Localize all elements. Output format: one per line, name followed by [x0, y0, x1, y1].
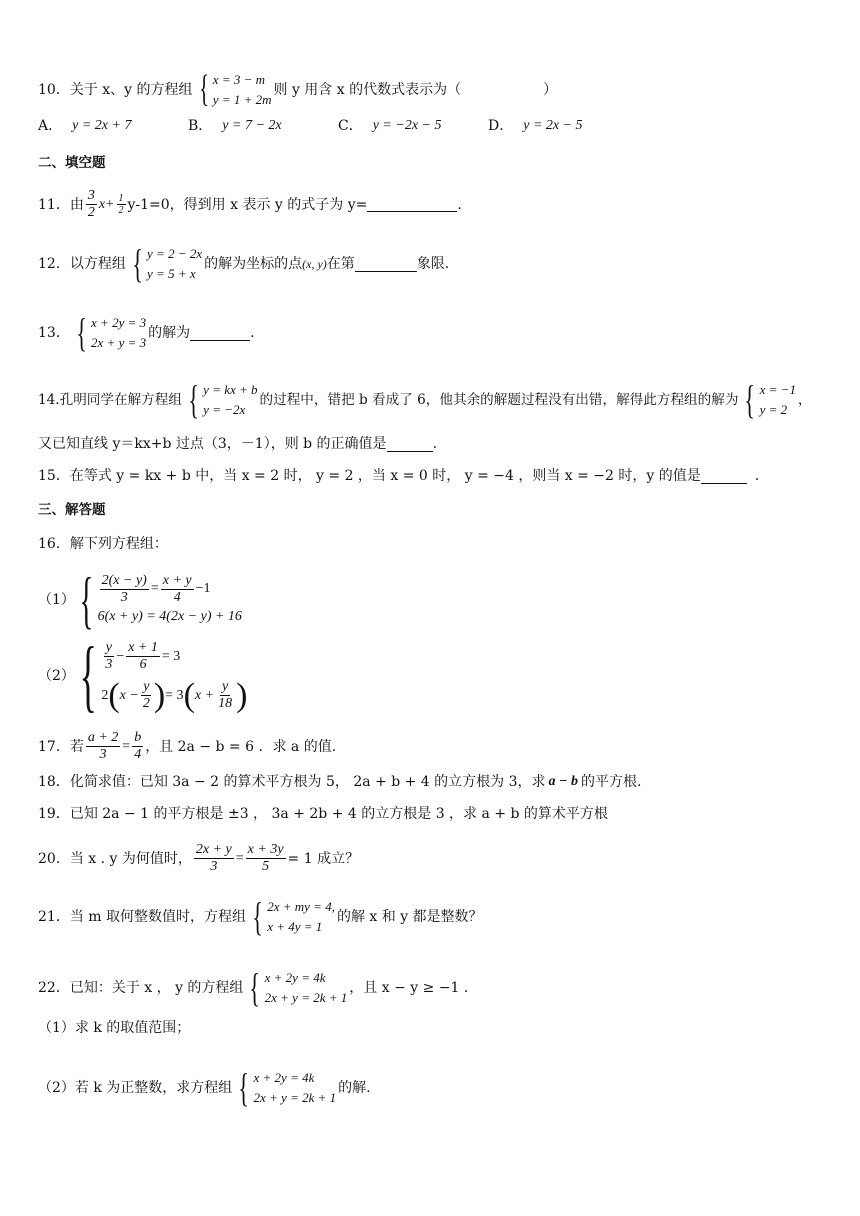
left-brace-icon: {: [198, 68, 209, 110]
option-c[interactable]: C． y = −2x − 5: [338, 118, 442, 134]
question-16-part-1: （1） { $\frac{2(x - y)}{3}$ = $\frac{x + y}{4}$ −1 6(x + y) = 4(2x − y) + 16: [38, 564, 242, 635]
question-14-line-2: 又已知直线 y＝kx+b 过点（3，－1），则 b 的正确值是 .: [38, 436, 438, 452]
equation-system: { x + 2y = 4k 2x + y = 2k + 1: [249, 965, 348, 1010]
left-brace-icon: {: [79, 564, 94, 635]
section-heading-fill-in: 二、填空题: [38, 155, 106, 171]
question-15: 15． 在等式 y = kx + b 中，当 x = 2 时， y = 2 ，当 x = 0 时， y = −4 ，则当 x = −2 时，y 的值是 .: [38, 468, 760, 484]
question-18: 18． 化简求值：已知 3a − 2 的算术平方根为 5， 2a + b + 4 的立方根为 3，求 a − b 的平方根.: [38, 774, 642, 790]
question-21: 21． 当 m 取何整数值时，方程组 { 2x + my = 4, x + 4y = 1 的解 x 和 y 都是整数？: [38, 894, 483, 939]
question-22-part-1: （1）求 k 的取值范围；: [38, 1020, 191, 1036]
question-13: 13． { x + 2y = 3 2x + y = 3 的解为 .: [38, 310, 255, 355]
section-heading-solve: 三、解答题: [38, 502, 106, 518]
equation-system: { y = 2 − 2x y = 5 + x: [132, 241, 203, 286]
option-d[interactable]: D． y = 2x − 5: [488, 118, 583, 134]
question-22-part-2: （2）若 k 为正整数，求方程组 { x + 2y = 4k 2x + y = 2k + 1 的解.: [38, 1065, 371, 1110]
question-12: 12． 以方程组 { y = 2 − 2x y = 5 + x 的解为坐标的点 (x, y) 在第 象限.: [38, 241, 450, 286]
equation-line: x = 3 − m: [212, 72, 265, 87]
question-text: 关于 x、y 的方程组: [69, 82, 193, 98]
equation-system: { y = kx + b y = −2x: [188, 377, 258, 422]
equation-line: y = 1 + 2m: [212, 92, 272, 107]
left-brace-icon: {: [188, 377, 199, 422]
equation-system: { x + 2y = 3 2x + y = 3: [76, 310, 147, 355]
question-16: 16． 解下列方程组：: [38, 536, 168, 552]
question-10-options: [38, 116, 638, 136]
equation-system: { x + 2y = 4k 2x + y = 2k + 1: [238, 1065, 337, 1110]
question-20: 20． 当 x . y 为何值时， $\frac{2x + y}{3}$ = $\frac{x + 3y}{5}$ = 1 成立？: [38, 842, 360, 874]
answer-blank[interactable]: [387, 437, 433, 452]
option-a[interactable]: A． y = 2x + 7: [38, 118, 132, 134]
question-text: ）: [543, 82, 558, 98]
left-brace-icon: {: [76, 310, 87, 355]
left-brace-icon: {: [79, 632, 97, 720]
question-14: 14. 孔明同学在解方程组 { y = kx + b y = −2x 的过程中，错把 b 看成了 6，他其余的解题过程没有出错，解得此方程组的解为 { x = −1 y = 2 ，: [38, 377, 812, 422]
left-brace-icon: {: [132, 241, 143, 286]
question-11: 11． 由 $\frac{3}{2}$ x+ $\frac{1}{2}$ y-1=0，得到用 x 表示 y 的式子为 y= .: [38, 188, 462, 220]
left-brace-icon: {: [249, 965, 261, 1010]
equation-system: [195, 70, 272, 110]
answer-blank[interactable]: [701, 469, 747, 484]
answer-blank[interactable]: [355, 257, 417, 272]
question-19: 19． 已知 2a − 1 的平方根是 ±3 ， 3a + 2b + 4 的立方根是 3 ，求 a + b 的算术平方根: [38, 806, 608, 822]
left-brace-icon: {: [744, 377, 756, 422]
answer-blank[interactable]: [190, 326, 250, 341]
solution-system: { x = −1 y = 2: [744, 377, 796, 422]
question-10: [38, 70, 557, 110]
fraction: $\frac{3}{2}$: [87, 188, 95, 220]
answer-blank[interactable]: [367, 197, 457, 212]
question-number: 10．: [38, 82, 70, 98]
equation-system: { 2x + my = 4, x + 4y = 1: [252, 894, 335, 939]
option-b[interactable]: B． y = 7 − 2x: [188, 118, 282, 134]
question-22: 22． 已知：关于 x ， y 的方程组 { x + 2y = 4k 2x + y = 2k + 1 ，且 x − y ≥ −1 .: [38, 965, 469, 1010]
question-16-part-2: （2） { $\frac{y}{3}$ − $\frac{x + 1}{6}$ = 3 2 ( x − $\frac{y}{2}$ ) = 3 ( x + $\frac{y}{18}$ ): [38, 632, 248, 720]
fraction: $\frac{1}{2}$: [118, 193, 124, 216]
question-17: 17． 若 $\frac{a + 2}{3}$ = $\frac{b}{4}$ ，且 2a − b = 6 ．求 a 的值.: [38, 730, 337, 762]
left-brace-icon: {: [238, 1065, 250, 1110]
question-text: 则 y 用含 x 的代数式表示为（: [273, 82, 462, 98]
left-brace-icon: {: [252, 894, 263, 939]
